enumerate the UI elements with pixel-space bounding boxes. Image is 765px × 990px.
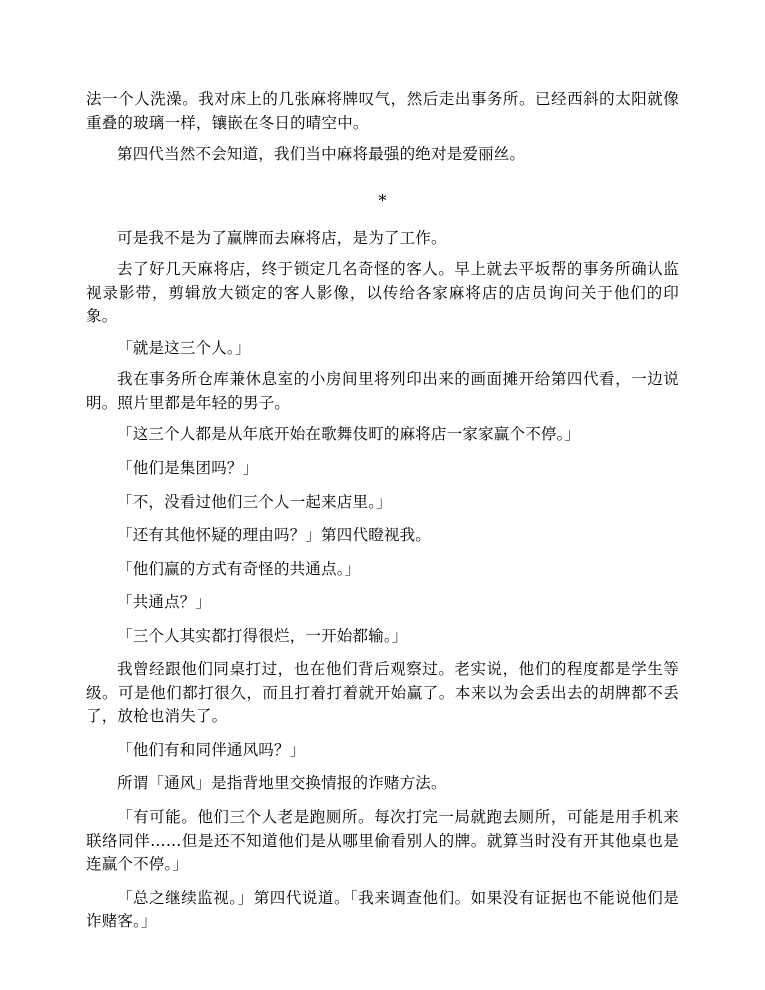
- paragraph: 我曾经跟他们同桌打过，也在他们背后观察过。老实说，他们的程度都是学生等级。可是他们都打很久，而且打着打着就开始赢了。本来以为会丢出去的胡牌都不丢了，放枪也消失了。: [86, 660, 679, 726]
- divider-glyph: *: [378, 190, 387, 210]
- dialogue-line: 「总之继续监视。」第四代说道。「我来调查他们。如果没有证据也不能说他们是诈赌客。」: [86, 888, 679, 931]
- paragraph: 去了好几天麻将店，终于锁定几名奇怪的客人。早上就去平坂帮的事务所确认监视录影带，剪辑放大锁定的客人影像，以传给各家麻将店的店员询问关于他们的印象。: [86, 260, 679, 326]
- paragraph: 我在事务所仓库兼休息室的小房间里将列印出来的画面摊开给第四代看，一边说明。照片里都是年轻的男子。: [86, 370, 679, 412]
- section-divider: [86, 189, 679, 210]
- paragraph: 所谓「通风」是指背地里交换情报的诈赌方法。: [117, 774, 447, 793]
- dialogue-line: 「他们是集团吗？」: [117, 459, 259, 478]
- dialogue-line: 「还有其他怀疑的理由吗？」第四代瞪视我。: [117, 526, 432, 545]
- paragraph: 第四代当然不会知道，我们当中麻将最强的绝对是爱丽丝。: [117, 145, 526, 164]
- paragraph: 可是我不是为了赢牌而去麻将店，是为了工作。: [117, 228, 447, 247]
- paragraph: 法一个人洗澡。我对床上的几张麻将牌叹气，然后走出事务所。已经西斜的太阳就像重叠的玻璃一样，镶嵌在冬日的晴空中。: [86, 90, 679, 132]
- dialogue-line: 「有可能。他们三个人老是跑厕所。每次打完一局就跑去厕所，可能是用手机来联络同伴……但是还不知道他们是从哪里偷看别人的牌。就算当时没有开其他桌也是连赢个不停。」: [86, 808, 679, 874]
- dialogue-line: 「他们赢的方式有奇怪的共通点。」: [117, 559, 361, 578]
- dialogue-line: 「共通点？」: [117, 593, 212, 612]
- dialogue-line: 「这三个人都是从年底开始在歌舞伎町的麻将店一家家赢个不停。」: [117, 425, 581, 444]
- dialogue-line: 「就是这三个人。」: [117, 338, 251, 357]
- dialogue-line: 「他们有和同伴通风吗？」: [117, 740, 306, 759]
- dialogue-line: 「不，没看过他们三个人一起来店里。」: [117, 492, 392, 511]
- page-body: [86, 88, 679, 934]
- dialogue-line: 「三个人其实都打得很烂，一开始都输。」: [117, 626, 408, 645]
